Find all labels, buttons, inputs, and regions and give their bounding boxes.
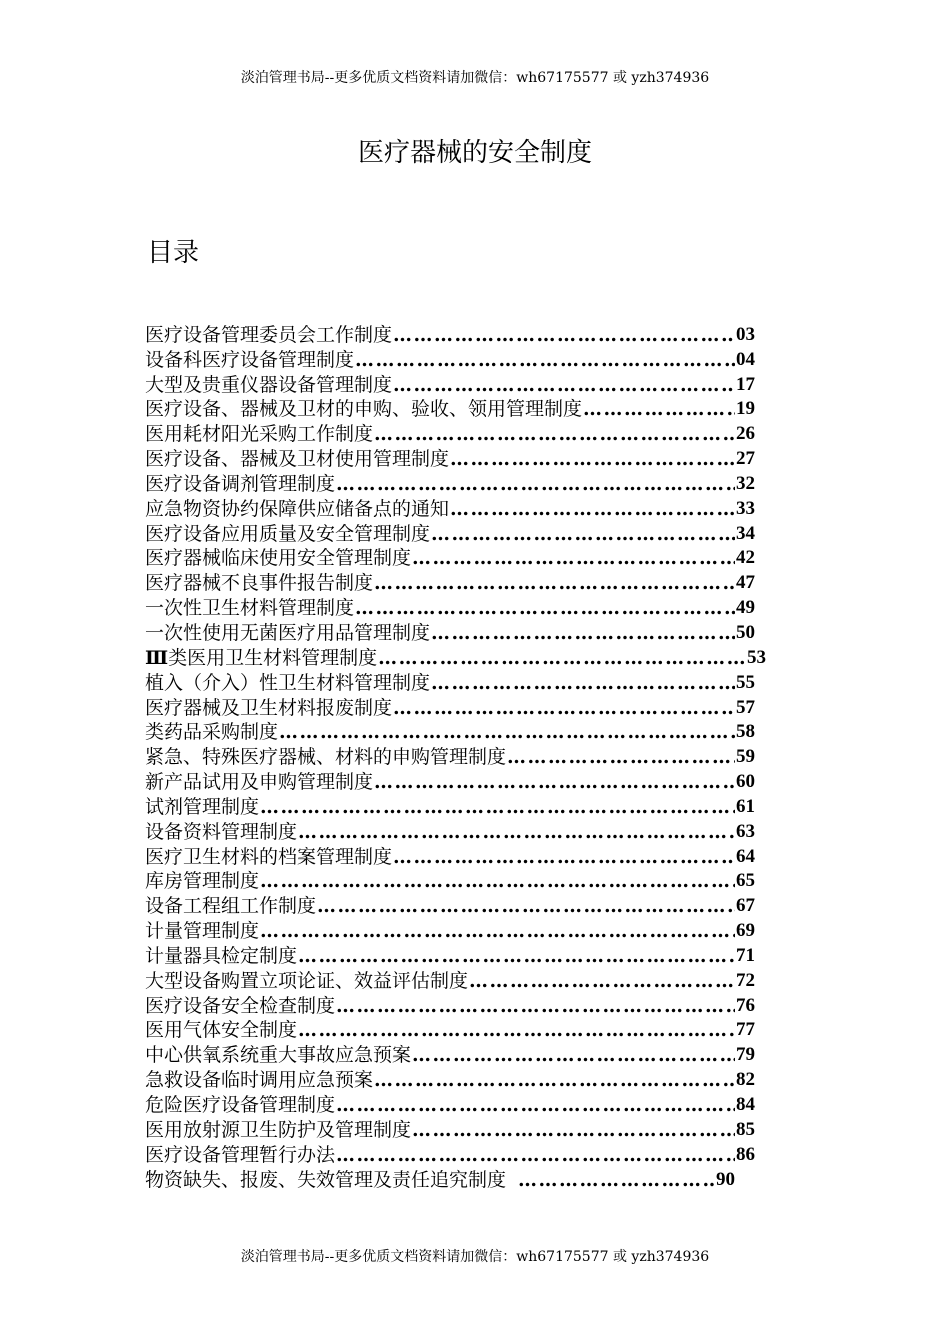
toc-entry[interactable] (145, 918, 755, 943)
toc-leader-dots (374, 1068, 735, 1092)
toc-entry[interactable] (145, 1117, 755, 1142)
toc-leader-dots (355, 348, 735, 372)
toc-entry-label: 设备科医疗设备管理制度 (145, 348, 355, 371)
toc-leader-dots (298, 820, 735, 844)
toc-leader-dots (431, 621, 735, 645)
toc-entry-prefix: Ⅲ (145, 646, 169, 669)
toc-leader-dots (450, 497, 735, 521)
toc-entry-label: 试剂管理制度 (145, 795, 260, 818)
toc-entry[interactable] (145, 1092, 755, 1117)
toc-page-number: 34 (736, 522, 755, 544)
toc-entry[interactable] (145, 670, 755, 695)
toc-entry[interactable] (145, 744, 755, 769)
toc-leader-dots (260, 795, 735, 819)
toc-entry[interactable] (145, 570, 755, 595)
toc-entry[interactable] (145, 595, 755, 620)
toc-leader-dots (336, 1143, 735, 1167)
toc-leader-dots (317, 894, 735, 918)
toc-page-number: 59 (736, 746, 755, 768)
toc-entry[interactable] (145, 968, 755, 993)
toc-leader-dots (431, 671, 735, 695)
toc-entry[interactable] (145, 1167, 755, 1192)
toc-entry-label: 急救设备临时调用应急预案 (145, 1069, 374, 1092)
toc-entry[interactable] (145, 943, 755, 968)
toc-entry[interactable] (145, 372, 755, 397)
toc-entry-label: 医疗卫生材料的档案管理制度 (145, 845, 393, 868)
toc-page-number: 42 (736, 547, 755, 569)
toc-leader-dots (518, 1168, 715, 1192)
toc-entry-label: 医疗器械临床使用安全管理制度 (145, 547, 412, 570)
page-footer: 淡泊管理书局--更多优质文档资料请加微信：wh67175577 或 yzh374936 (240, 1249, 710, 1265)
toc-page-number: 71 (736, 944, 755, 966)
toc-entry[interactable] (145, 446, 755, 471)
toc-entry-label: 医用气体安全制度 (145, 1019, 298, 1042)
toc-page-number: 79 (736, 1044, 755, 1066)
toc-page-number: 55 (736, 671, 755, 693)
toc-page-number: 49 (736, 597, 755, 619)
toc-leader-dots (260, 919, 735, 943)
toc-leader-dots (393, 373, 735, 397)
toc-page-number: 03 (736, 323, 755, 345)
toc-entry-label: 应急物资协约保障供应储备点的通知 (145, 497, 450, 520)
toc-leader-dots (374, 770, 735, 794)
toc-leader-dots (393, 323, 735, 347)
toc-page-number: 19 (736, 398, 755, 420)
toc-entry-label: 一次性使用无菌医疗用品管理制度 (145, 621, 431, 644)
toc-leader-dots (336, 472, 735, 496)
toc-leader-dots (412, 1043, 735, 1067)
toc-entry[interactable] (145, 1042, 755, 1067)
toc-leader-dots (336, 994, 735, 1018)
toc-leader-dots (260, 869, 735, 893)
toc-entry[interactable] (145, 421, 755, 446)
toc-entry-label: 新产品试用及申购管理制度 (145, 771, 374, 794)
toc-page-number: 26 (736, 423, 755, 445)
toc-entry-label: 设备资料管理制度 (145, 820, 298, 843)
toc-entry[interactable] (145, 993, 755, 1018)
toc-heading: 目录 (147, 238, 200, 268)
toc-page-number: 47 (736, 572, 755, 594)
toc-page-number: 60 (736, 771, 755, 793)
toc-entry-label: 危险医疗设备管理制度 (145, 1094, 336, 1116)
toc-entry-label: 一次性卫生材料管理制度 (145, 597, 355, 620)
toc-entry-label (145, 646, 377, 670)
toc-leader-dots (412, 546, 735, 570)
toc-entry-label: 库房管理制度 (145, 870, 260, 893)
toc-leader-dots (336, 1093, 735, 1117)
toc-entry[interactable] (145, 844, 755, 869)
toc-entry-label: 计量器具检定制度 (145, 944, 298, 967)
toc-leader-dots (507, 745, 735, 769)
toc-leader-dots (431, 522, 735, 546)
toc-entry[interactable] (145, 794, 755, 819)
toc-entry-label: 医疗设备管理委员会工作制度 (145, 323, 393, 346)
toc-page-number: 63 (736, 820, 755, 842)
toc-entry-label: 医疗器械及卫生材料报废制度 (145, 696, 393, 719)
toc-page-number: 50 (736, 621, 755, 643)
toc-page-number: 76 (736, 994, 755, 1016)
toc-entry-label: 医疗器械不良事件报告制度 (145, 572, 374, 595)
toc-page-number: 61 (736, 795, 755, 817)
toc-leader-dots (298, 944, 735, 968)
toc-leader-dots (374, 571, 735, 595)
toc-entry-label: 医疗设备应用质量及安全管理制度 (145, 522, 431, 545)
toc-page-number: 77 (736, 1019, 755, 1041)
toc-entry[interactable] (145, 769, 755, 794)
toc-entry[interactable] (145, 471, 755, 496)
toc-leader-dots (469, 969, 735, 993)
toc-entry-label: 医疗设备调剂管理制度 (145, 472, 336, 495)
page-header: 淡泊管理书局--更多优质文档资料请加微信：wh67175577 或 yzh374936 (240, 70, 710, 86)
toc-page-number: 27 (736, 448, 755, 470)
toc-leader-dots (298, 1018, 735, 1042)
toc-page-number: 65 (736, 870, 755, 892)
toc-entry-title: 类医用卫生材料管理制度 (168, 646, 378, 669)
toc-page-number: 64 (736, 845, 755, 867)
toc-entry[interactable] (145, 620, 755, 645)
toc-entry-label: 大型及贵重仪器设备管理制度 (145, 373, 393, 396)
toc-entry-label: 植入（介入）性卫生材料管理制度 (145, 671, 431, 694)
toc-leader-dots (583, 397, 735, 421)
toc-page-number: 33 (736, 497, 755, 519)
toc-entry-label: 医用放射源卫生防护及管理制度 (145, 1118, 412, 1141)
toc-page-number: 57 (736, 696, 755, 718)
toc-page-number: 84 (736, 1094, 755, 1115)
toc-entry-label: 医疗设备、器械及卫材的申购、验收、领用管理制度 (145, 398, 583, 421)
toc-entry[interactable] (145, 546, 755, 571)
toc-entry-label: 医疗设备安全检查制度 (145, 994, 336, 1017)
toc-leader-dots (378, 646, 746, 670)
toc-entry[interactable] (145, 1067, 755, 1092)
toc-entry[interactable] (145, 720, 755, 745)
toc-entry-label: 紧急、特殊医疗器械、材料的申购管理制度 (145, 746, 507, 769)
toc-entry-label: 医疗设备管理暂行办法 (145, 1143, 336, 1166)
toc-entry-label: 医用耗材阳光采购工作制度 (145, 423, 374, 446)
toc-leader-dots (374, 422, 735, 446)
toc-page-number: 86 (736, 1143, 755, 1165)
toc-page-number: 69 (736, 920, 755, 942)
toc-page-number: 67 (736, 895, 755, 917)
toc-page-number: 53 (747, 646, 766, 668)
toc-entry[interactable] (145, 869, 755, 894)
toc-page-number: 32 (736, 472, 755, 494)
toc-page-number: 72 (736, 969, 755, 991)
toc-entry[interactable] (145, 695, 755, 720)
toc-entry[interactable] (145, 496, 755, 521)
toc-entry[interactable] (145, 322, 755, 347)
toc-entry-label: 类药品采购制度 (145, 721, 279, 744)
toc-entry[interactable] (145, 645, 766, 670)
toc-entry-label: 计量管理制度 (145, 920, 260, 943)
toc-entry[interactable] (145, 1142, 755, 1167)
toc-page-number: 04 (736, 348, 755, 370)
toc-leader-dots (393, 696, 735, 720)
toc-page-number: 82 (736, 1069, 755, 1091)
toc-page-number: 85 (736, 1118, 755, 1140)
document-title: 医疗器械的安全制度 (357, 138, 592, 168)
toc-entry[interactable] (145, 893, 755, 918)
toc-page-number: 58 (736, 721, 755, 743)
toc-leader-dots (393, 845, 735, 869)
toc-leader-dots (412, 1118, 735, 1142)
toc-entry[interactable] (145, 347, 755, 372)
toc-entry[interactable] (145, 819, 755, 844)
table-of-contents (145, 322, 766, 1192)
toc-entry-label: 中心供氧系统重大事故应急预案 (145, 1044, 412, 1067)
toc-leader-dots (279, 720, 735, 744)
toc-entry[interactable] (145, 521, 755, 546)
toc-entry[interactable] (145, 1018, 755, 1043)
toc-leader-dots (355, 596, 735, 620)
toc-entry-label: 设备工程组工作制度 (145, 895, 317, 918)
toc-entry-label: 医疗设备、器械及卫材使用管理制度 (145, 448, 450, 471)
toc-leader-dots (450, 447, 735, 471)
toc-entry-label: 大型设备购置立项论证、效益评估制度 (145, 969, 469, 992)
toc-entry-label: 物资缺失、报废、失效管理及责任追究制度 (145, 1168, 507, 1191)
toc-page-number: 17 (736, 373, 755, 395)
toc-page-number: 90 (716, 1168, 735, 1190)
toc-entry[interactable] (145, 397, 755, 422)
